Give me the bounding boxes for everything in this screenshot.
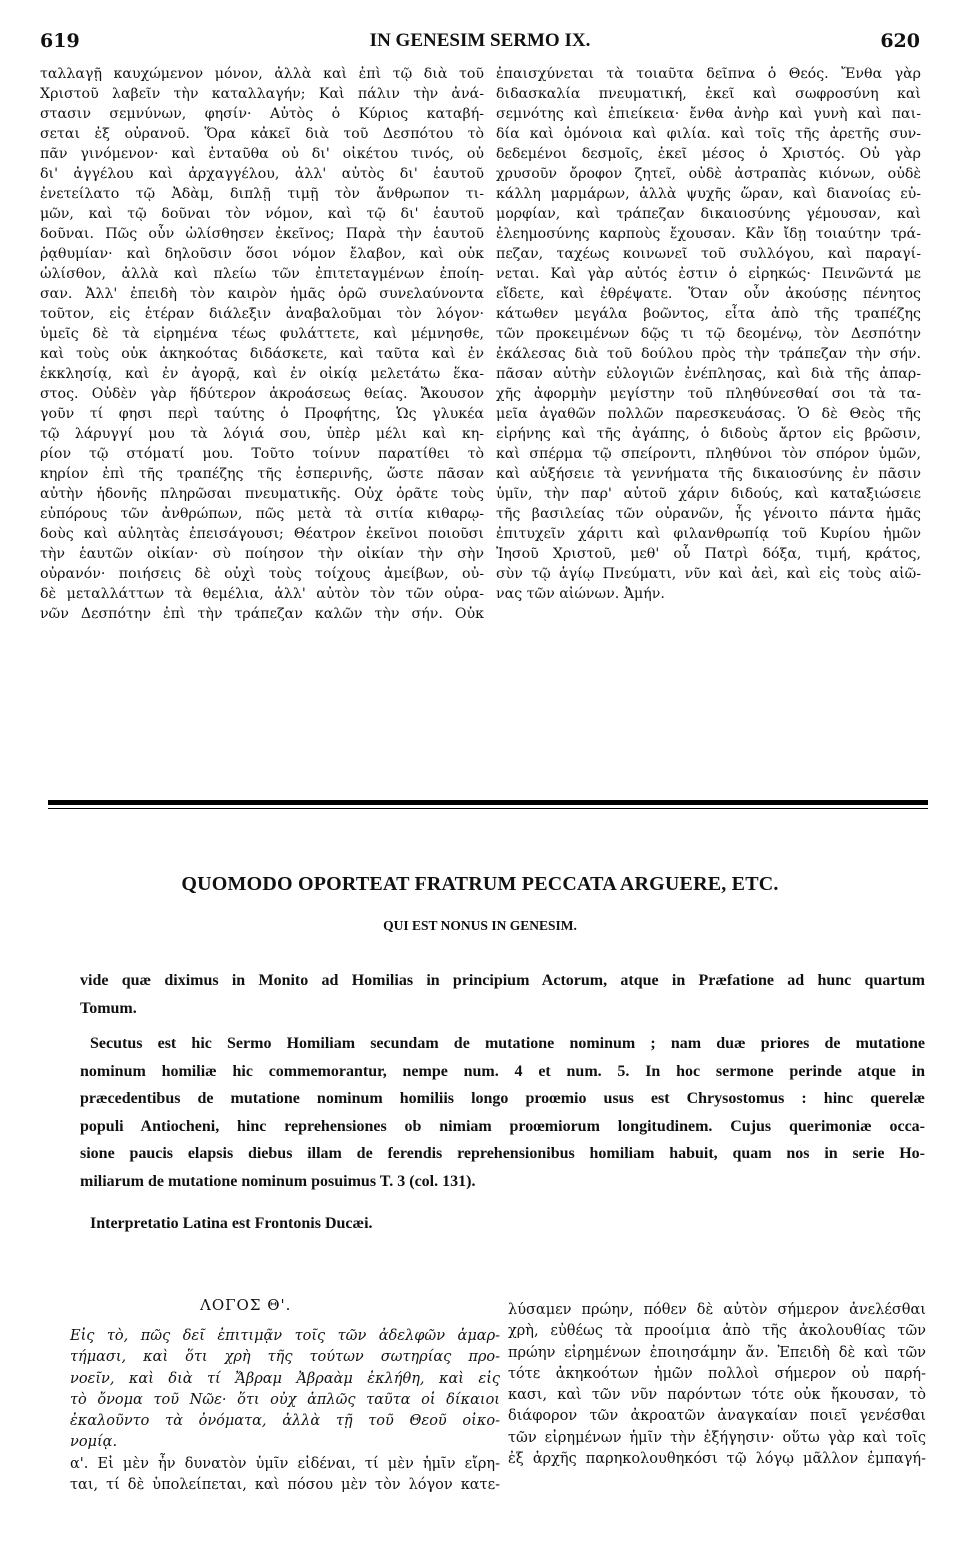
greek-line: δι' ἀγγέλου καὶ ἀρχαγγέλου, ἀλλ' αὐτὸς δι' ἑαυτοῦ [40,166,484,182]
greek-line: ἐξ ἀρχῆς παρηκολουθηκόσι τῷ λόγῳ μᾶλλον ἐμπαγή- [508,1451,926,1468]
page-number-right: 620 [880,30,920,52]
greek-line: ἐπαισχύνεται τὰ τοιαῦτα δεῖπνα ὁ Θεός. Ἔνθα γὰρ [496,66,921,82]
greek-line: τοῦτον, εἰς ἑτέραν διάλεξιν ἀναβαλοῦμαι τὸν λόγον· [40,306,484,322]
greek-line: εἰρήνης καὶ τῆς ἀγάπης, ὁ διδοὺς ἄρτον εἰς βρῶσιν, [496,426,921,442]
latin-line: præcedentibus de mutatione nominum homiliis longo proœmio usus est Chrysostomus : hinc querelæ [80,1090,925,1107]
greek-line: κασι, καὶ τῶν νῦν παρόντων τότε οὐκ ἤκουσαν, τὸ [508,1387,926,1404]
greek-line: οὐρανόν· ποιήσεις δὲ οὐχὶ τοὺς τοίχους ἀμείβων, οὐ- [40,566,484,582]
greek-line: κηρίον ἐπὶ τῆς τραπέζης τῆς ἑσπερινῆς, ὥστε πᾶσαν [40,466,484,482]
latin-line: Secutus est hic Sermo Homiliam secundam de mutatione nominum ; nam duæ priores de mutatione [90,1035,925,1052]
greek-line: σεται ἐξ οὐρανοῦ. Ὅρα κἀκεῖ διὰ τοῦ Δεσπότου τὸ [40,126,484,142]
greek-line: τὴν ἑαυτῶν οἰκίαν· σὺ ποίησον τὴν οἰκίαν τὴν σὴν [40,546,484,562]
greek-line: χῆς ἀφορμὴν μεγίστην τοῦ πληθύνεσθαί σοι τὰ τα- [496,386,921,402]
page-header [40,30,920,60]
greek-line: πᾶν γινόμενον· καὶ ἐνταῦθα οὐ δι' οἰκέτου τινός, οὐ [40,146,484,162]
greek-line: λύσαμεν πρώην, πόθεν δὲ αὐτὸν σήμερον ἀνελέσθαι [508,1302,926,1318]
latin-paragraph-1 [80,967,925,1022]
section-rule-thin [48,808,928,809]
latin-line: populi Antiocheni, hinc reprehensiones ob nimiam proœmiorum longitudinem. Cujus querimoniæ occa- [80,1117,925,1135]
greek-line: τῶν εἰρημένων ἡμῖν τὴν ἐξήγησιν· οὕτω γὰρ καὶ τοῖς [508,1429,926,1446]
greek-line: τῶν προκειμένων δῷς τι τῷ δεομένῳ, τὸν Δεσπότην [496,326,921,342]
section-rule-thick [48,800,928,805]
greek-line: στος. Οὐδὲν γὰρ ἥδύτερον ἀκροάσεως θείας. Ἄκουσον [40,386,484,402]
greek-line: εὐπόρους τῶν ἀνθρώπων, πῶς μετὰ τὰ σιτία κιθαρῳ- [40,506,484,522]
greek-line: διδασκαλία πνευματική, ἐκεῖ καὶ σωφροσύνη καὶ [496,86,921,102]
greek-heading-line: νομίᾳ. [70,1434,118,1451]
greek-line: ρίον τῷ στόματί μου. Τοῦτο τοίνυν παρατίθει τὸ [40,446,484,462]
latin-line: vide quæ diximus in Monito ad Homilias in principium Actorum, atque in Præfatione ad hunc quartum [80,972,925,989]
greek-line: διάφορον τῶν ἀκροατῶν ἀναγκαίαν ποιεῖ γενέσθαι [508,1408,926,1425]
greek-line: σὺν τῷ ἁγίῳ Πνεύματι, νῦν καὶ ἀεὶ, καὶ εἰς τοὺς αἰῶ- [496,566,921,582]
greek-line: νας τῶν αἰώνων. Ἀμήν. [496,586,665,602]
greek-line: δὲ μεταλλάττων τὰ θεμέλια, ἀλλ' αὐτὸν τὸν τῶν οὐρα- [40,586,484,602]
greek-line: τῷ λάρυγγί μου τὰ λόγιά σου, ὑπὲρ μέλι καὶ κη- [40,426,484,442]
latin-line: sione paucis elapsis diebus illam de ferendis reprehensionibus homiliam habuit, quam nos in serie Ho- [80,1145,925,1162]
greek-line: χρὴ, εὐθέως τὰ προοίμια ἀπὸ τῆς ἀκολουθίας τῶν [508,1323,926,1340]
greek-line: δεδεμένοι δεσμοῖς, ἐκεῖ μέσος ὁ Χριστός. Οὐ γὰρ [496,146,921,162]
greek-line: χρυσοῦν ὄροφον ζητεῖ, οὐδὲ ἀστραπὰς κιόνων, οὐδὲ [496,166,921,182]
greek-line: ται, τί δὲ ὑπολείπεται, καὶ πόσου μὲν τὸν λόγον κατε- [70,1477,500,1494]
greek-heading-line: νοεῖν, καὶ διὰ τί Ἄβραμ Ἀβραὰμ ἐκλήθη, καὶ εἰς [70,1370,500,1387]
greek-line: αὐτὴν ἡδονῆς πληρῶσαι πνευματικῆς. Οὐχ ὁρᾶτε τοὺς [40,486,484,502]
greek-line: ἐνετείλατο τῷ Ἀδὰμ, διπλῇ τιμῇ τὸν ἄνθρωπον τι- [40,186,484,202]
greek-line: ἐλεημοσύνης καρποὺς ἔχουσαν. Κἂν ἴδῃ τοιαύτην τρά- [496,226,921,242]
greek-line: μῶν, καὶ τῷ δοῦναι τὸν νόμον, καὶ τῷ δι' ἑαυτοῦ [40,206,484,222]
section-title: QUOMODO OPORTEAT FRATRUM PECCATA ARGUERE, ETC. [181,873,779,895]
greek-column-left [40,64,484,704]
greek-line: ὑμεῖς δὲ τὰ εἰρημένα τέως φυλάττετε, καὶ μέμνησθε, [40,326,484,342]
greek-line: ὑμῖν, τὴν παρ' αὐτοῦ χάριν διδούς, καὶ καταξιώσειε [496,486,921,502]
greek-column-right [496,64,921,704]
greek-heading-line: τὸ ὄνομα τοῦ Νῶε· ὅτι οὐχ ἁπλῶς ταῦτα οἱ δίκαιοι [70,1391,500,1408]
greek-line: σεμνότης καὶ ἐπιείκεια· ἔνθα ἀνὴρ καὶ γυνὴ καὶ παι- [496,106,921,122]
latin-line: nominum homiliæ hic commemorantur, nempe num. 4 et num. 5. In hoc sermone perinde atque in [80,1062,925,1080]
greek-line: Ἰησοῦ Χριστοῦ, μεθ' οὗ Πατρὶ δόξα, τιμή, κράτος, [496,546,921,562]
greek-line: κάτωθεν μεγάλα βοῶντος, εἶτα ἀπὸ τῆς τραπέζης [496,306,921,322]
latin-line: Tomum. [80,999,137,1017]
section-subtitle: QUI EST NONUS IN GENESIM. [383,918,577,933]
greek-line: α'. Εἰ μὲν ἦν δυνατὸν ὑμῖν εἰδέναι, τί μὲν ἡμῖν εἴρη- [70,1455,500,1472]
greek-line: πᾶσαν αὐτὴν εὐλογιῶν ἐνέπλησας, καὶ διὰ τῆς ἀπαρ- [496,366,921,382]
greek-heading-line: τήμασι, καὶ ὅτι χρὴ τῆς τούτων σωτηρίας προ- [70,1349,500,1366]
greek-line: δία καὶ ὁμόνοια καὶ φιλία. καὶ τοῖς τῆς ἀρετῆς συν- [496,126,921,142]
latin-paragraph-3 [80,1210,925,1238]
latin-line: miliarum de mutatione nominum posuimus T. 3 (col. 131). [80,1172,476,1190]
greek-line: στασιν σεμνύνων, φησίν· Αὐτὸς ὁ Κύριος καταβή- [40,106,484,122]
greek-line: γοῦν τί φησι περὶ ταύτης ὁ Προφήτης, Ὡς γλυκέα [40,406,484,422]
greek-line: μεῖα ἀγαθῶν πολλῶν παρεσκευάσας. Ὁ δὲ Θεὸς τῆς [496,406,921,422]
greek-line: πεζαν, ταχέως κοινωνεῖ τοῦ συλλόγου, καὶ παραγί- [496,246,921,262]
greek-line: ἐκκλησίᾳ, καὶ ἐν ἀγορᾷ, καὶ ἐν οἰκίᾳ μελετάτω ἕκα- [40,366,484,382]
greek-line: κάλλη μαρμάρων, ἀλλὰ ψυχῆς ὥραν, καὶ διανοίας εὐ- [496,186,921,202]
greek-line: Χριστοῦ λαβεῖν τὴν καταλλαγήν; Καὶ πάλιν τὴν ἀνά- [40,86,484,102]
greek-line: ὠλίσθον, ἀλλὰ καὶ πλείω τῶν ἐπιτεταγμένων ἐποίη- [40,266,484,282]
latin-paragraph-2 [80,1030,925,1195]
greek-line: καὶ αὐξήσειε τὰ γεννήματα τῆς δικαιοσύνης ἐν πᾶσιν [496,466,921,482]
greek-bottom-left [70,1326,500,1496]
greek-line: ἐκάλεσας διὰ τοῦ δούλου πρὸς τὴν τράπεζαν τὴν σήν. [496,346,921,362]
greek-line: εἴδετε, καὶ ἐθρέψατε. Ὅταν οὖν ἀκούσῃς πένητος [496,286,921,302]
greek-line: καὶ τοὺς οὐκ ἀκηκοότας διδάσκετε, καὶ ταῦτα καὶ ἐν [40,346,484,362]
greek-bottom-right [508,1300,926,1470]
page-number-left: 619 [40,30,80,52]
greek-line: νῶν Δεσπότην ἐπὶ τὴν τράπεζαν καλῶν τὴν σήν. Οὐκ [40,606,484,622]
greek-line: μορφίαν, καὶ τράπεζαν δικαιοσύνης γέμουσαν, καὶ [496,206,921,222]
greek-line: δοὺς καὶ αὐλητὰς ἐπεισάγουσι; Θέατρον ἐκεῖνοι ποιοῦσι [40,526,484,542]
greek-line: τῆς βασιλείας τῶν οὐρανῶν, ἧς γένοιτο πάντα ἡμᾶς [496,506,921,522]
greek-line: τότε ἀκηκοότων ἡμῶν πολλοὶ σήμερον οὐ παρή- [508,1365,926,1382]
latin-line: Interpretatio Latina est Frontonis Ducæi. [90,1215,373,1232]
greek-line: πρώην εἰρημένων ἐποιησάμην ἄν. Ἐπειδὴ δὲ καὶ τῶν [508,1344,926,1361]
greek-line: καὶ σπέρμα τῷ σπείροντι, πληθύνοι τὸν σπόρον ὑμῶν, [496,446,921,462]
greek-line: ταλλαγῇ καυχώμενον μόνον, ἀλλὰ καὶ ἐπὶ τῷ διὰ τοῦ [40,66,484,82]
greek-heading-line: ἐκαλοῦντο τὰ ὀνόματα, ἀλλὰ τῇ τοῦ Θεοῦ οἰκο- [70,1413,500,1430]
greek-line: δοῦναι. Πῶς οὖν ὠλίσθησεν ἐκεῖνος; Παρὰ τὴν ἑαυτοῦ [40,226,484,242]
greek-line: νεται. Καὶ γὰρ αὐτός ἐστιν ὁ εἰρηκώς· Πεινῶντά με [496,266,921,282]
greek-heading-line: Εἰς τὸ, πῶς δεῖ ἐπιτιμᾷν τοῖς τῶν ἀδελφῶν ἁμαρ- [70,1328,500,1344]
greek-line: σαν. Ἀλλ' ἐπειδὴ τὸν καιρὸν ἡμᾶς ὁρῶ συνελαύνοντα [40,286,484,302]
running-title: IN GENESIM SERMO IX. [369,30,591,51]
greek-line: ῥᾳθυμίαν· καὶ δηλοῦσιν ὅσοι νόμον ἔλαβον, καὶ οὐκ [40,246,484,262]
logos-heading: ΛΟΓΟΣ Θ'. [200,1296,292,1314]
greek-line: ἐπιτυχεῖν χάριτι καὶ φιλανθρωπίᾳ τοῦ Κυρίου ἡμῶν [496,526,921,542]
